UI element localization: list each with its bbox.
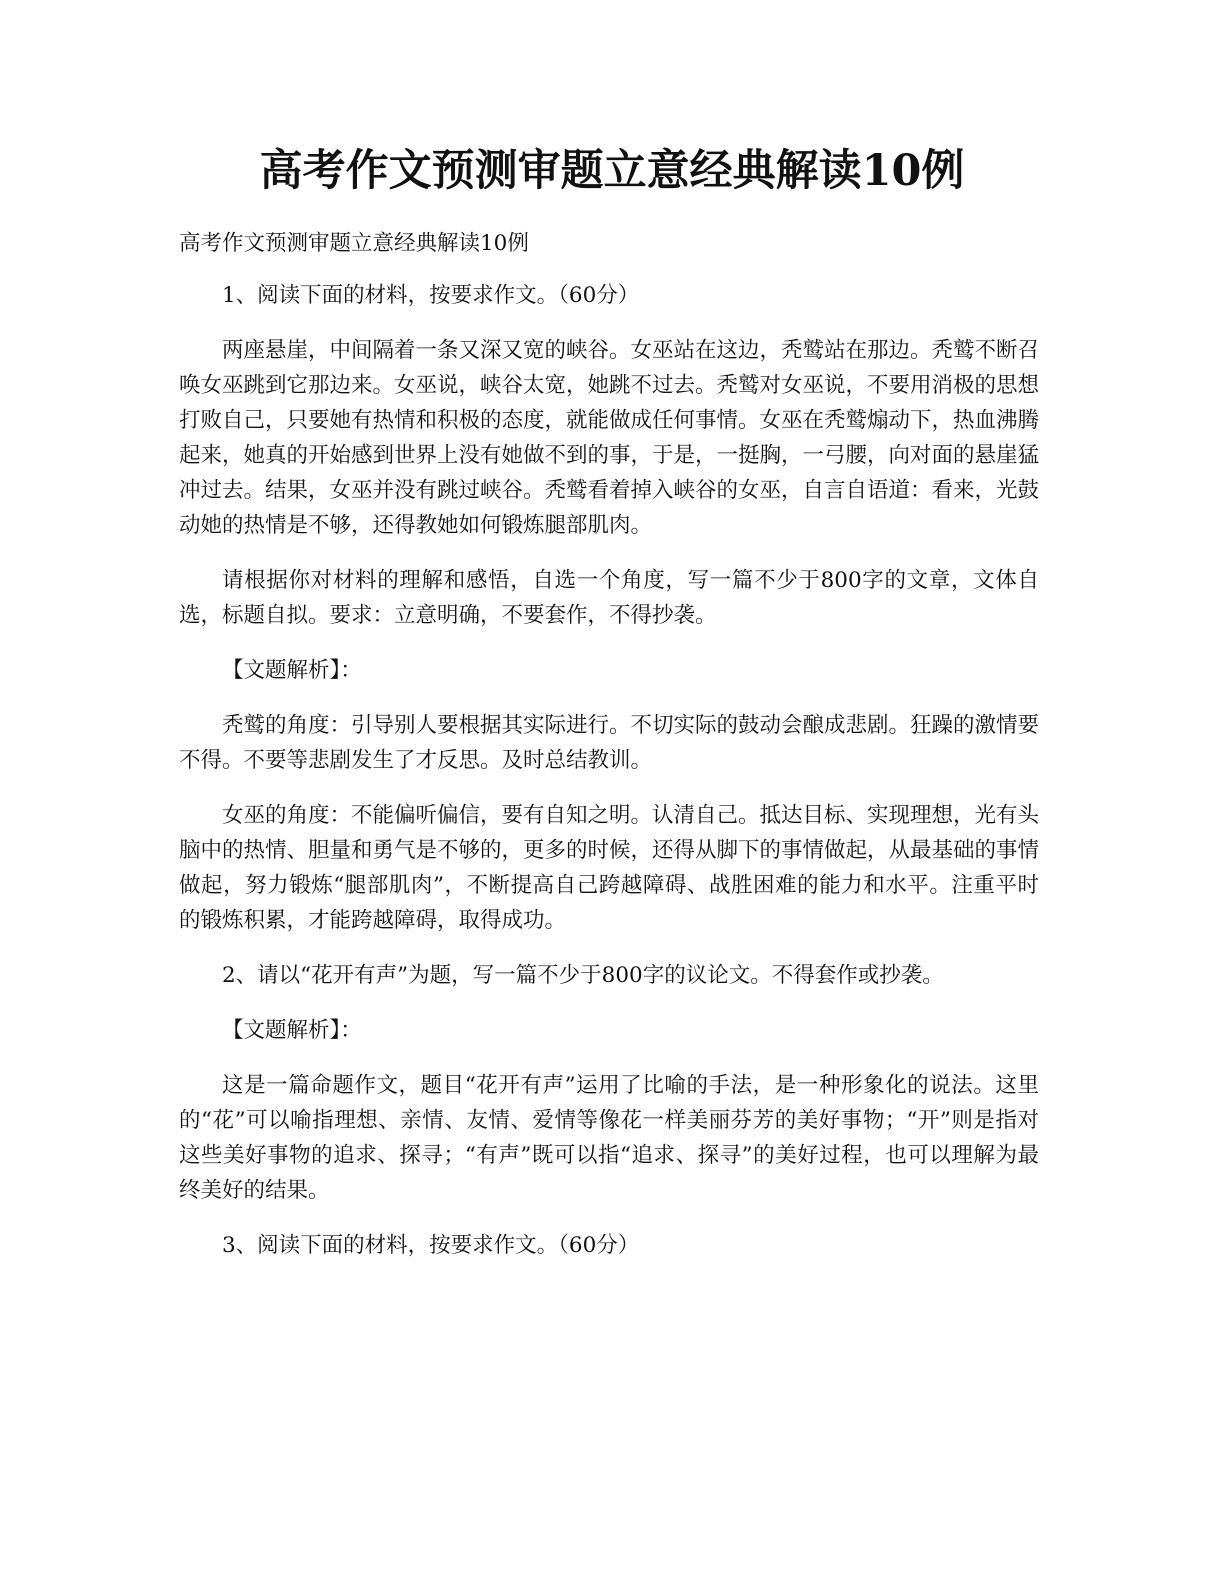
document-title: 高考作文预测审题立意经典解读10例 (259, 146, 965, 196)
paragraph-question-2: 2、请以“花开有声”为题，写一篇不少于800字的议论文。不得套作或抄袭。 (222, 963, 944, 988)
paragraph-requirement-1: 请根据你对材料的理解和感悟，自选一个角度，写一篇不少于800字的文章，文体自选，标题自拟。要求：立意明确，不要套作，不得抄袭。 (179, 568, 1039, 628)
paragraph-analysis-witch: 女巫的角度：不能偏听偏信，要有自知之明。认清自己。抵达目标、实现理想，光有头脑中的热情、胆量和勇气是不够的，更多的时候，还得从脚下的事情做起，从最基础的事情做起，努力锻炼“腿部肌肉”，不断提高自己跨越障碍、战胜困难的能力和水平。注重平时的锻炼积累，才能跨越障碍，取得成功。 (179, 803, 1040, 933)
paragraph-question-3: 3、阅读下面的材料，按要求作文。（60分） (222, 1233, 640, 1258)
document-subtitle: 高考作文预测审题立意经典解读10例 (179, 231, 529, 256)
paragraph-analysis-heading-2: 【文题解析】： (222, 1018, 362, 1043)
paragraph-analysis-vulture: 秃鹫的角度：引导别人要根据其实际进行。不切实际的鼓动会酿成悲剧。狂躁的激情要不得。不要等悲剧发生了才反思。及时总结教训。 (179, 713, 1040, 773)
paragraph-question-1: 1、阅读下面的材料，按要求作文。（60分） (222, 283, 640, 308)
document-body (179, 226, 1039, 1283)
paragraph-analysis-2: 这是一篇命题作文，题目“花开有声”运用了比喻的手法，是一种形象化的说法。这里的“花”可以喻指理想、亲情、友情、爱情等像花一样美丽芬芳的美好事物；“开”则是指对这些美好事物的追求、探寻；“有声”既可以指“追求、探寻”的美好过程，也可以理解为最终美好的结果。 (179, 1073, 1039, 1203)
paragraph-material-1: 两座悬崖，中间隔着一条又深又宽的峡谷。女巫站在这边，秃鹫站在那边。秃鹫不断召唤女巫跳到它那边来。女巫说，峡谷太宽，她跳不过去。秃鹫对女巫说，不要用消极的思想打败自己，只要她有热情和积极的态度，就能做成任何事情。女巫在秃鹫煽动下，热血沸腾起来，她真的开始感到世界上没有她做不到的事，于是，一挺胸，一弓腰，向对面的悬崖猛冲过去。结果，女巫并没有跳过峡谷。秃鹫看着掉入峡谷的女巫，自言自语道：看来，光鼓动她的热情是不够，还得教她如何锻炼腿部肌肉。 (179, 338, 1040, 538)
paragraph-analysis-heading-1: 【文题解析】： (222, 658, 362, 683)
